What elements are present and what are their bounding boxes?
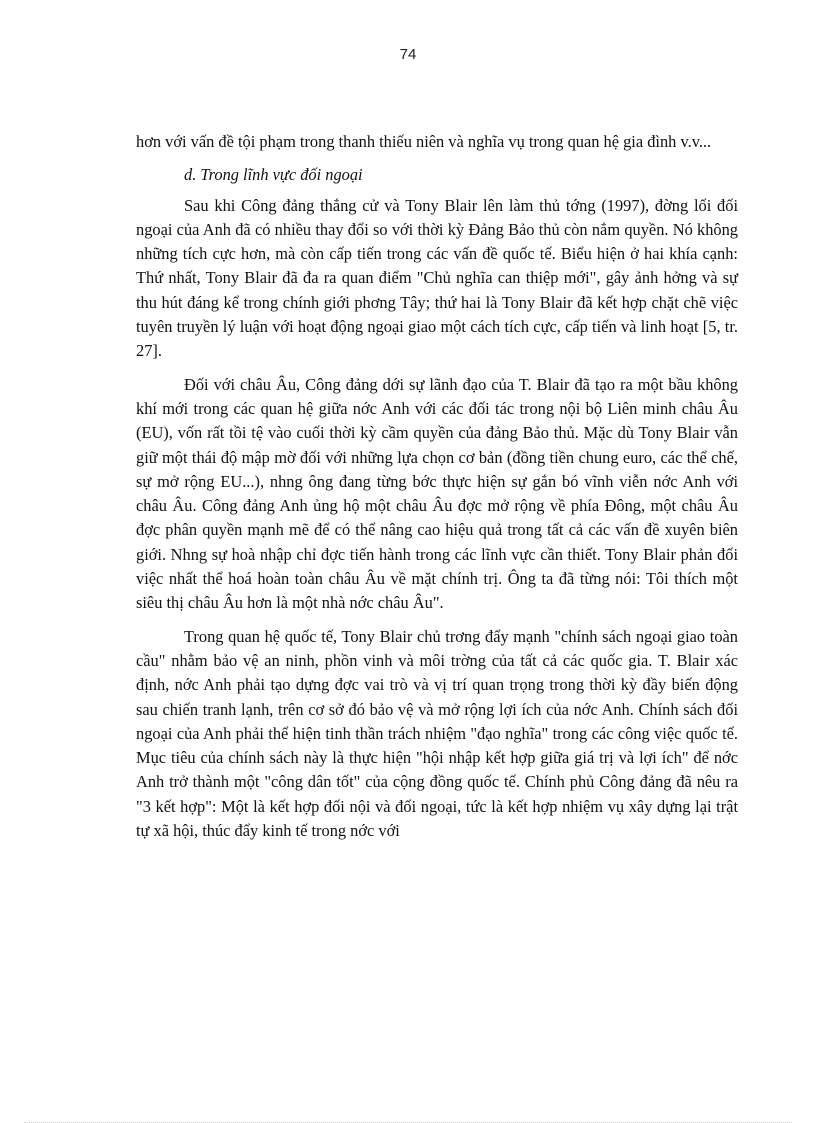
body-text: [136, 130, 738, 852]
section-heading: d. Trong lĩnh vực đối ngoại: [184, 165, 363, 185]
paragraph-continuation: hơn với vấn đề tội phạm trong thanh thiếu niên và nghĩa vụ trong quan hệ gia đình v.v...: [136, 132, 712, 151]
page-number: 74: [399, 46, 417, 63]
paragraph: Trong quan hệ quốc tế, Tony Blair chủ trơng đẩy mạnh "chính sách ngoại giao toàn cầu" nhằm bảo vệ an ninh, phồn vinh và môi trờng của tất cả các quốc gia. T. Blair xác định, nớc Anh phải tạo dựng đợc vai trò và vị trí quan trọng trong thời kỳ đầy biến động sau chiến tranh lạnh, trên cơ sở đó bảo vệ và mở rộng lợi ích của nớc Anh. Chính sách đối ngoại của Anh phải thể hiện tinh thần trách nhiệm "đạo nghĩa" trong các công việc quốc tế. Mục tiêu của chính sách này là thực hiện "hội nhập kết hợp giữa giá trị và lợi ích" để nớc Anh trở thành một "công dân tốt" của cộng đồng quốc tế. Chính phủ Công đảng đã nêu ra "3 kết hợp": Một là kết hợp đối nội và đối ngoại, tức là kết hợp nhiệm vụ xây dựng lại trật tự xã hội, thúc đẩy kinh tế trong nớc với: [136, 626, 738, 841]
paragraph: Sau khi Công đảng thắng cử và Tony Blair lên làm thủ tớng (1997), đờng lối đối ngoại của Anh đã có nhiều thay đổi so với thời kỳ Đảng Bảo thủ còn nắm quyền. Nó không những tích cực hơn, mà còn cấp tiến trong các vấn đề quốc tế. Biểu hiện ở hai khía cạnh: Thứ nhất, Tony Blair đã đa ra quan điểm "Chủ nghĩa can thiệp mới", gây ảnh hởng và sự thu hút đáng kể trong chính giới phơng Tây; thứ hai là Tony Blair đã kết hợp chặt chẽ việc tuyên truyền lý luận với hoạt động ngoại giao một cách tích cực, cấp tiến và linh hoạt [5, tr. 27].: [136, 195, 738, 361]
paragraph: Đối với châu Âu, Công đảng dới sự lãnh đạo của T. Blair đã tạo ra một bầu không khí mới trong các quan hệ giữa nớc Anh với các đối tác trong nội bộ Liên minh châu Âu (EU), vốn rất tồi tệ vào cuối thời kỳ cầm quyền của đảng Bảo thủ. Mặc dù Tony Blair vẫn giữ một thái độ mập mờ đối với những lựa chọn cơ bản (đồng tiền chung euro, các thể chế, sự mở rộng EU...), nhng ông đang từng bớc thực hiện sự gắn bó vĩnh viễn nớc Anh với châu Âu. Công đảng Anh ủng hộ một châu Âu đợc mở rộng về phía Đông, một châu Âu đợc phân quyền mạnh mẽ để có thể nâng cao hiệu quả trong tất cả các vấn đề xuyên biên giới. Nhng sự hoà nhập chỉ đợc tiến hành trong các lĩnh vực cần thiết. Tony Blair phản đối việc nhất thể hoá hoàn toàn châu Âu về mặt chính trị. Ông ta đã từng nói: Tôi thích một siêu thị châu Âu hơn là một nhà nớc châu Âu".: [136, 374, 738, 613]
